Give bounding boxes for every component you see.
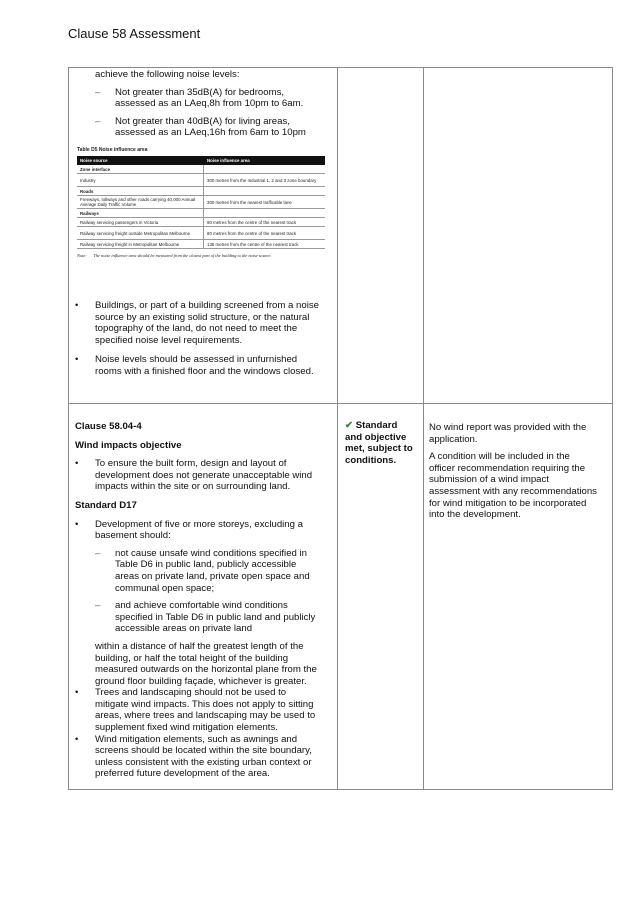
bullet-item: • To ensure the built form, design and layout of development does not generate unacceptable wind impacts within the site or on surrounding land. <box>75 458 313 493</box>
dash-marker: – <box>95 600 101 612</box>
bullet-item: • Wind mitigation elements, such as awnings and screens should be located within the site boundary, unless consistent with the existing urban context or preferred future development of the area. <box>75 733 312 780</box>
dash-item: – Not greater than 40dB(A) for living areas, assessed as an LAeq,16h from 6am to 10pm <box>95 115 306 139</box>
row2-standard-cell <box>75 421 333 780</box>
table-d5-header: Noise source Noise influence area <box>77 156 325 165</box>
row-divider <box>69 403 612 404</box>
standard-title: Standard D17 <box>75 499 137 511</box>
dash-item: – not cause unsafe wind conditions specified in Table D6 in public land, publicly accessible areas on private land, private open space and communal open space; <box>95 547 310 594</box>
table-d5-group: Railways <box>77 209 325 218</box>
clause-number: Clause 58.04-4 <box>75 421 142 432</box>
table-d5-note: Note: The noise influence area should be measured from the closest part of the building to the noise source. <box>77 253 272 259</box>
column-divider <box>337 68 338 789</box>
bullet-item: • Development of five or more storeys, excluding a basement should: <box>75 518 303 542</box>
bullet-marker: • <box>75 687 79 699</box>
bullet-item: • Buildings, or part of a building screened from a noise source by an existing solid structure, or the natural topography of the land, do not need to meet the specified noise level requirements. <box>75 300 319 346</box>
bullet-marker: • <box>75 354 79 366</box>
comment-paragraph: No wind report was provided with the application. <box>429 422 587 445</box>
dash-item: – and achieve comfortable wind conditions specified in Table D6 in public land and publicly accessible areas on private land <box>95 600 316 635</box>
table-d5-row: Industry 300 metres from the Industrial 1, 2 and 3 zone boundary <box>77 174 325 187</box>
dash-item: – Not greater than 35dB(A) for bedrooms, assessed as an LAeq,8h from 10pm to 6am. <box>95 86 304 110</box>
bullet-marker: • <box>75 300 79 311</box>
bullet-item: • Noise levels should be assessed in unfurnished rooms with a finished floor and the windows closed. <box>75 354 314 377</box>
table-d5-row: Railway servicing freight in Metropolitan Melbourne 135 metres from the centre of the nearest track <box>77 240 325 249</box>
table-d5-group: Zone interface <box>77 165 325 174</box>
bullet-marker: • <box>75 518 79 530</box>
comment-paragraph: A condition will be included in the officer recommendation requiring the submission of a wind impact assessment with any recommendations for wind mitigation to be incorporated into the development. <box>429 451 597 521</box>
table-d5-row: Railway servicing passengers in Victoria 80 metres from the centre of the nearest track <box>77 218 325 227</box>
within-paragraph: within a distance of half the greatest length of the building, or half the total height of the building measured outwards on the horizontal plane from the ground floor building façade, whichever is greater. <box>95 640 317 687</box>
dash-marker: – <box>95 547 101 559</box>
bullet-marker: • <box>75 733 79 745</box>
check-icon: ✔ <box>345 420 354 431</box>
noise-intro: achieve the following noise levels: <box>95 69 240 80</box>
page-header: Clause 58 Assessment <box>68 26 201 41</box>
row2-status-cell: ✔ Standard and objective met, subject to conditions. <box>345 420 413 466</box>
table-d5-row: Freeways, tollways and other roads carrying 40,000 Annual Average Daily Traffic Volume 300 metres from the nearest trafficable lane <box>77 196 325 209</box>
dash-marker: – <box>95 86 101 98</box>
column-divider <box>423 68 424 789</box>
row2-comment-cell <box>429 422 611 521</box>
row1-standard-cell <box>75 69 333 139</box>
table-d5-image <box>77 148 325 259</box>
table-d5-row: Railway servicing freight outside Metropolitan Melbourne 80 metres from the centre of the nearest track <box>77 227 325 240</box>
bullet-item: • Trees and landscaping should not be used to mitigate wind impacts. This does not apply to sitting areas, where trees and landscaping may be used to supplement fixed wind mitigation elements. <box>75 687 316 734</box>
table-d5-group: Roads <box>77 187 325 196</box>
row1-bullets <box>75 300 333 378</box>
dash-marker: – <box>95 115 101 127</box>
assessment-table <box>68 67 613 790</box>
bullet-marker: • <box>75 458 79 470</box>
table-d5-title: Table D5 Noise influence area <box>77 147 148 153</box>
objective-title: Wind impacts objective <box>75 439 182 451</box>
